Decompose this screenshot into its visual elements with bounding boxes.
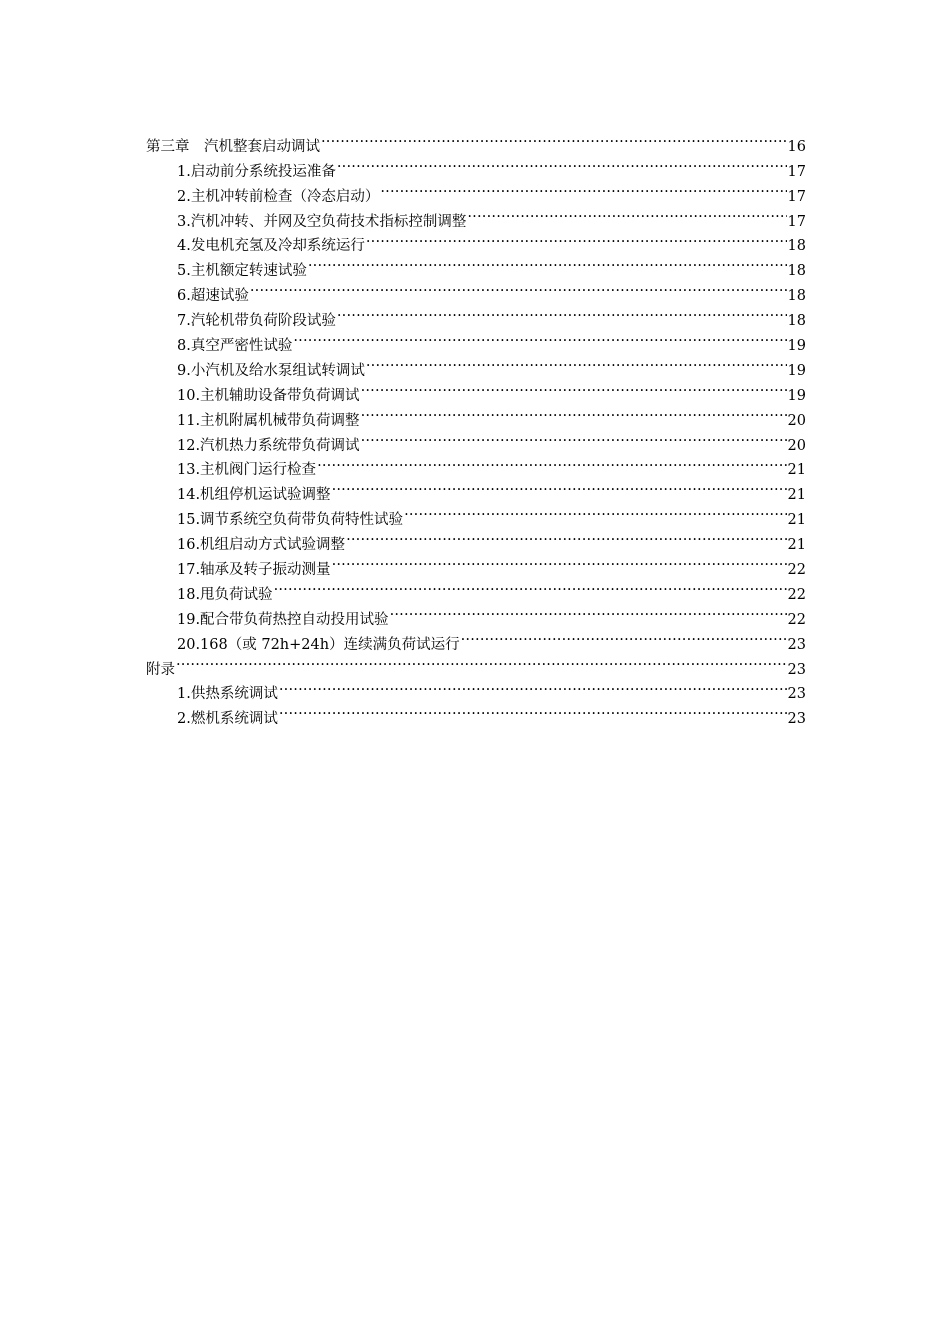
toc-dot-leader xyxy=(332,549,787,574)
toc-dot-leader xyxy=(461,624,787,649)
toc-entry-title: 16.机组启动方式试验调整 xyxy=(177,537,346,554)
toc-entry-page-number: 21 xyxy=(787,462,806,479)
toc-dot-leader xyxy=(250,275,787,300)
toc-entry-page-number: 17 xyxy=(787,188,806,205)
toc-entry-page-number: 16 xyxy=(787,138,806,155)
toc-entry-page-number: 22 xyxy=(787,562,806,579)
toc-entry-title: 20.168（或 72h+24h）连续满负荷试运行 xyxy=(177,636,460,653)
toc-entry-page-number: 23 xyxy=(787,636,806,653)
toc-entry-title: 11.主机附属机械带负荷调整 xyxy=(177,412,360,429)
toc-entry-title: 5.主机额定转速试验 xyxy=(177,263,307,280)
toc-entry-title: 第三章 汽机整套启动调试 xyxy=(146,138,320,155)
toc-entry-page-number: 19 xyxy=(787,387,806,404)
toc-entry-page-number: 18 xyxy=(787,288,806,305)
toc-entry-title: 14.机组停机运试验调整 xyxy=(177,487,331,504)
toc-entry[interactable] xyxy=(146,674,806,703)
toc-entry-page-number: 18 xyxy=(787,263,806,280)
toc-dot-leader xyxy=(321,126,787,151)
toc-entry-title: 9.小汽机及给水泵组试转调试 xyxy=(177,362,365,379)
toc-entry[interactable] xyxy=(146,649,806,678)
toc-dot-leader xyxy=(274,574,787,599)
toc-dot-leader xyxy=(366,226,787,251)
toc-dot-leader xyxy=(467,201,786,226)
toc-entry-page-number: 22 xyxy=(787,586,806,603)
table-of-contents xyxy=(146,126,806,728)
toc-entry-page-number: 19 xyxy=(787,338,806,355)
toc-entry-page-number: 21 xyxy=(787,537,806,554)
toc-entry-page-number: 21 xyxy=(787,512,806,529)
toc-entry-page-number: 18 xyxy=(787,238,806,255)
toc-dot-leader xyxy=(346,524,786,549)
toc-entry-page-number: 21 xyxy=(787,487,806,504)
toc-dot-leader xyxy=(332,474,787,499)
toc-entry-title: 15.调节系统空负荷带负荷特性试验 xyxy=(177,512,404,529)
toc-entry-title: 12.汽机热力系统带负荷调试 xyxy=(177,437,360,454)
toc-entry-title: 17.轴承及转子振动测量 xyxy=(177,562,331,579)
toc-dot-leader xyxy=(308,250,787,275)
toc-entry-page-number: 23 xyxy=(787,661,806,678)
toc-entry-title: 18.甩负荷试验 xyxy=(177,586,273,603)
toc-entry-page-number: 23 xyxy=(787,711,806,728)
toc-entry-title: 3.汽机冲转、并网及空负荷技术指标控制调整 xyxy=(177,213,467,230)
toc-dot-leader xyxy=(317,450,786,475)
toc-entry-title: 1.启动前分系统投运准备 xyxy=(177,163,336,180)
toc-entry-title: 附录 xyxy=(146,661,175,678)
toc-dot-leader xyxy=(337,300,787,325)
toc-entry-page-number: 17 xyxy=(787,213,806,230)
toc-entry-title: 7.汽轮机带负荷阶段试验 xyxy=(177,313,336,330)
toc-dot-leader xyxy=(361,425,787,450)
toc-dot-leader xyxy=(380,176,786,201)
toc-entry-page-number: 22 xyxy=(787,611,806,628)
toc-entry-page-number: 20 xyxy=(787,412,806,429)
toc-dot-leader xyxy=(279,698,787,723)
toc-entry-title: 1.供热系统调试 xyxy=(177,686,278,703)
toc-dot-leader xyxy=(404,499,786,524)
toc-entry-title: 13.主机阀门运行检查 xyxy=(177,462,317,479)
toc-dot-leader xyxy=(279,674,787,699)
toc-entry-title: 2.主机冲转前检查（冷态启动） xyxy=(177,188,380,205)
toc-entry-title: 2.燃机系统调试 xyxy=(177,711,278,728)
toc-dot-leader xyxy=(176,649,787,674)
toc-entry-title: 19.配合带负荷热控自动投用试验 xyxy=(177,611,389,628)
toc-entry-title: 4.发电机充氢及冷却系统运行 xyxy=(177,238,365,255)
toc-entry-page-number: 18 xyxy=(787,313,806,330)
toc-dot-leader xyxy=(361,400,787,425)
toc-entry-title: 8.真空严密性试验 xyxy=(177,338,293,355)
toc-dot-leader xyxy=(361,375,787,400)
toc-dot-leader xyxy=(366,350,787,375)
toc-entry[interactable] xyxy=(146,126,806,155)
toc-entry-page-number: 20 xyxy=(787,437,806,454)
toc-dot-leader xyxy=(337,151,787,176)
toc-entry-title: 10.主机辅助设备带负荷调试 xyxy=(177,387,360,404)
toc-entry-title: 6.超速试验 xyxy=(177,288,249,305)
toc-entry-page-number: 23 xyxy=(787,686,806,703)
toc-entry-page-number: 19 xyxy=(787,362,806,379)
toc-dot-leader xyxy=(293,325,786,350)
toc-dot-leader xyxy=(390,599,787,624)
toc-entry-page-number: 17 xyxy=(787,163,806,180)
